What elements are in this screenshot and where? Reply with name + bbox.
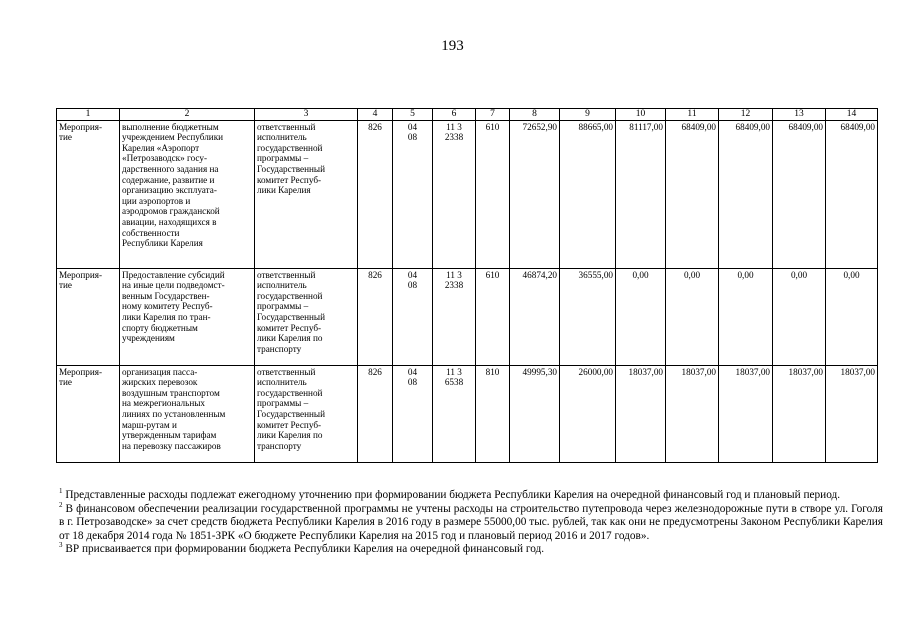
row-type-cell: Мероприя- тие xyxy=(57,120,120,268)
amount-cell: 0,00 xyxy=(666,268,719,365)
row-type-cell: Мероприя- тие xyxy=(57,365,120,462)
target-code-cell: 11 3 6538 xyxy=(433,365,476,462)
amount-cell: 46874,20 xyxy=(510,268,560,365)
amount-cell: 18037,00 xyxy=(773,365,826,462)
column-header: 5 xyxy=(393,109,433,121)
section-code-cell: 04 08 xyxy=(393,120,433,268)
target-code-cell: 11 3 2338 xyxy=(433,120,476,268)
grbs-code-cell: 826 xyxy=(358,268,393,365)
amount-cell: 0,00 xyxy=(773,268,826,365)
column-header: 4 xyxy=(358,109,393,121)
column-header: 14 xyxy=(826,109,878,121)
column-header: 2 xyxy=(120,109,255,121)
row-executor-cell: ответственный исполнитель государственной программы – Государственный комитет Респуб- лики Карелия xyxy=(255,120,358,268)
column-header: 3 xyxy=(255,109,358,121)
amount-cell: 0,00 xyxy=(719,268,773,365)
column-header: 9 xyxy=(560,109,616,121)
section-code-cell: 04 08 xyxy=(393,365,433,462)
expense-type-cell: 810 xyxy=(476,365,510,462)
column-header: 12 xyxy=(719,109,773,121)
amount-cell: 68409,00 xyxy=(826,120,878,268)
row-type-cell: Мероприя- тие xyxy=(57,268,120,365)
row-executor-cell: ответственный исполнитель государственной программы – Государственный комитет Респуб- лики Карелия по транспорту xyxy=(255,365,358,462)
amount-cell: 81117,00 xyxy=(616,120,666,268)
amount-cell: 18037,00 xyxy=(666,365,719,462)
amount-cell: 49995,30 xyxy=(510,365,560,462)
footnotes xyxy=(59,489,883,557)
section-code-cell: 04 08 xyxy=(393,268,433,365)
target-code-cell: 11 3 2338 xyxy=(433,268,476,365)
row-description-cell: Предоставление субсидий на иные цели подведомст- венным Государствен- ному комитету Респуб- лики Карелия по тран- спорту бюджетным учреждениям xyxy=(120,268,255,365)
expense-type-cell: 610 xyxy=(476,268,510,365)
amount-cell: 72652,90 xyxy=(510,120,560,268)
footnote-mark: 2 xyxy=(59,500,63,509)
amount-cell: 88665,00 xyxy=(560,120,616,268)
footnote-text: Представленные расходы подлежат ежегодному уточнению при формировании бюджета Республики Карелия на очередной финансовый год и плановый период. xyxy=(65,489,841,501)
column-header: 13 xyxy=(773,109,826,121)
row-description-cell: выполнение бюджетным учреждением Республики Карелия «Аэропорт «Петрозаводск» госу- дарственного задания на содержание, развитие и организацию эксплуата- ции аэропортов и аэродромов гражданской авиации, находящихся в собственности Республики Карелия xyxy=(120,120,255,268)
table-row xyxy=(57,120,878,268)
row-executor-cell: ответственный исполнитель государственной программы – Государственный комитет Респуб- лики Карелия по транспорту xyxy=(255,268,358,365)
column-header: 1 xyxy=(57,109,120,121)
footnote xyxy=(59,489,883,503)
amount-cell: 68409,00 xyxy=(773,120,826,268)
amount-cell: 0,00 xyxy=(616,268,666,365)
amount-cell: 18037,00 xyxy=(826,365,878,462)
amount-cell: 36555,00 xyxy=(560,268,616,365)
page-number: 193 xyxy=(441,38,464,54)
column-header: 8 xyxy=(510,109,560,121)
budget-table xyxy=(56,108,878,463)
amount-cell: 0,00 xyxy=(826,268,878,365)
footnote-text: ВР присваивается при формировании бюджета Республики Карелия на очередной финансовый год. xyxy=(65,543,545,555)
grbs-code-cell: 826 xyxy=(358,365,393,462)
amount-cell: 26000,00 xyxy=(560,365,616,462)
column-header: 10 xyxy=(616,109,666,121)
table-row xyxy=(57,365,878,462)
column-header: 11 xyxy=(666,109,719,121)
amount-cell: 18037,00 xyxy=(616,365,666,462)
column-header: 6 xyxy=(433,109,476,121)
column-header: 7 xyxy=(476,109,510,121)
table-header-row xyxy=(57,109,878,121)
grbs-code-cell: 826 xyxy=(358,120,393,268)
amount-cell: 18037,00 xyxy=(719,365,773,462)
footnote-mark: 3 xyxy=(59,541,63,550)
footnote-text: В финансовом обеспечении реализации государственной программы не учтены расходы на строительство путепровода через железнодорожные пути в створе ул. Гоголя в г. Петрозаводске» за счет средств бюджета Республики Карелия в 2016 году в размере 55000,00 тыс. рублей, так как они не предусмотрены Законом Республики Карелия от 18 декабря 2014 года № 1851-ЗРК «О бюджете Республики Карелия на 2015 год и плановый период 2016 и 2017 годов». xyxy=(59,502,883,542)
footnote xyxy=(59,500,883,544)
amount-cell: 68409,00 xyxy=(666,120,719,268)
expense-type-cell: 610 xyxy=(476,120,510,268)
amount-cell: 68409,00 xyxy=(719,120,773,268)
footnote-mark: 1 xyxy=(59,487,63,496)
row-description-cell: организация пасса- жирских перевозок воздушным транспортом на межрегиональных линиях по установленным марш-рутам и утвержденным тарифам на перевозку пассажиров xyxy=(120,365,255,462)
footnote xyxy=(59,543,883,557)
table-row xyxy=(57,268,878,365)
